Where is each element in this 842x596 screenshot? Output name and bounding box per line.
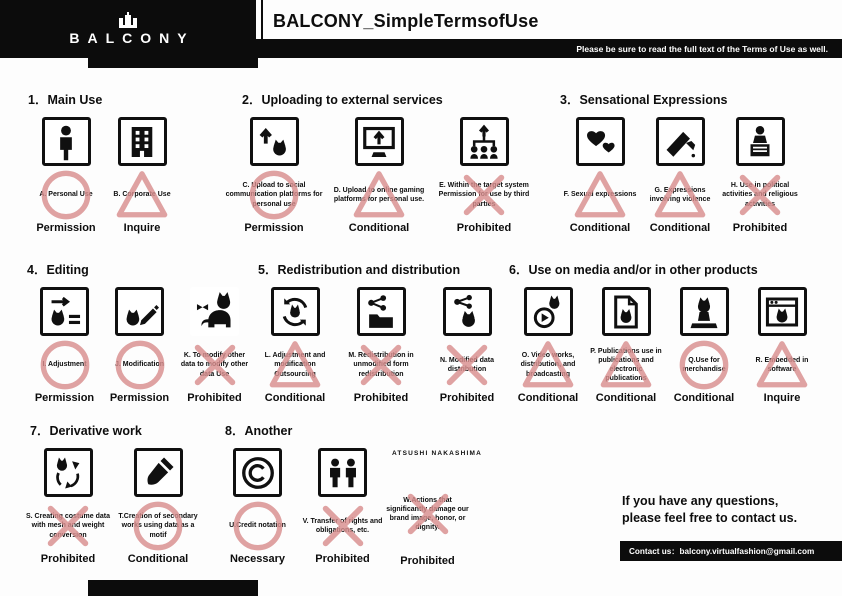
term-item-I <box>27 287 102 404</box>
term-item-label: M. Redistribution in unmodified form redistribution <box>348 352 414 378</box>
third-party-icon <box>460 117 509 166</box>
term-item-A <box>28 117 104 234</box>
section-items <box>560 117 800 234</box>
verdict-label: Conditional <box>569 222 631 234</box>
section-title: 8．Another <box>225 424 293 438</box>
contact-bar <box>620 541 842 561</box>
section-items <box>27 287 252 404</box>
term-item-label: O. Video works, distribution, and broadcasting <box>520 352 576 378</box>
term-item-R <box>743 287 821 404</box>
section-editing <box>27 260 252 404</box>
secondary-work-icon <box>134 448 183 497</box>
credit-notation-icon <box>233 448 282 497</box>
verdict-label: Conditional <box>264 392 326 404</box>
political-activity-icon <box>736 117 785 166</box>
verdict-label: Conditional <box>348 222 410 234</box>
upload-social-icon <box>250 117 299 166</box>
section-uploading-external <box>224 90 534 234</box>
term-item-label: E. Within the target system Permission for use by third parties <box>438 182 530 208</box>
castle-logo-icon <box>115 12 141 29</box>
term-item-N <box>424 287 510 404</box>
video-works-icon <box>524 287 573 336</box>
section-title: 2．Uploading to external services <box>242 93 443 107</box>
verdict-label: Conditional <box>517 392 579 404</box>
section-items <box>215 448 470 567</box>
term-item-F <box>560 117 640 234</box>
term-item-G <box>640 117 720 234</box>
term-item-label: P. Publications use in publications and electronic publications <box>590 347 662 383</box>
questions-line1: If you have any questions, <box>622 494 779 508</box>
term-item-label: R. Embedded in software <box>755 356 809 373</box>
term-item-label: L. Adjustment and modification Outsourcing <box>264 352 326 378</box>
term-item-label: D. Upload to online gaming platforms for personal use. <box>333 186 425 203</box>
term-item-label: C. Upload to social communication platforms for personal use <box>225 182 323 208</box>
costume-data-icon <box>44 448 93 497</box>
term-item-M <box>338 287 424 404</box>
section-items <box>24 448 202 565</box>
brand-name: BALCONY <box>69 30 195 46</box>
title-divider <box>261 0 263 39</box>
rights-transfer-icon <box>318 448 367 497</box>
term-item-K <box>177 287 252 404</box>
term-item-O <box>509 287 587 404</box>
term-item-label: A. Personal Use <box>39 191 93 199</box>
verdict-label: Permission <box>244 222 304 234</box>
questions-line2: please feel free to contact us. <box>622 510 798 525</box>
verdict-label: Permission <box>36 222 96 234</box>
sexual-expression-icon <box>576 117 625 166</box>
term-item-label: F. Sexual expressions <box>563 191 637 199</box>
section-title: 5．Redistribution and distribution <box>258 263 461 277</box>
bottom-strip <box>88 580 258 596</box>
term-item-label: H. Use in political activities and religious activities <box>722 182 798 208</box>
verdict-label: Prohibited <box>40 553 96 565</box>
term-item-label: N. Modified data distribution <box>439 356 495 373</box>
verdict-label: Inquire <box>123 222 161 234</box>
term-item-B <box>104 117 180 234</box>
term-item-J <box>102 287 177 404</box>
merchandise-icon <box>680 287 729 336</box>
term-item-label: T.Creation of secondary works using data as a motif <box>118 513 198 539</box>
section-title: 4．Editing <box>27 263 89 277</box>
page-title: BALCONY_SimpleTermsofUse <box>273 11 539 31</box>
section-items <box>28 117 180 234</box>
modified-distribution-icon <box>443 287 492 336</box>
verdict-label: Conditional <box>673 392 735 404</box>
verdict-label: Prohibited <box>187 392 242 404</box>
term-item-label: V. Transfer of rights and obligations, etc. <box>302 517 383 534</box>
violence-icon <box>656 117 705 166</box>
publication-icon <box>602 287 651 336</box>
term-item-W <box>385 448 470 567</box>
verdict-label: Prohibited <box>456 222 512 234</box>
verdict-label: Conditional <box>649 222 711 234</box>
section-title: 3．Sensational Expressions <box>560 93 728 107</box>
term-item-U <box>215 448 300 565</box>
verdict-label: Conditional <box>595 392 657 404</box>
software-icon <box>758 287 807 336</box>
term-item-label: J. Modification <box>115 361 164 369</box>
term-item-E <box>434 117 534 234</box>
term-item-C <box>224 117 324 234</box>
section-another <box>215 421 470 567</box>
verdict-label: Prohibited <box>315 553 370 565</box>
section-items <box>509 287 821 404</box>
person-icon <box>42 117 91 166</box>
verdict-label: Permission <box>109 392 170 404</box>
section-items <box>224 117 534 234</box>
term-item-S <box>24 448 112 565</box>
upload-gaming-icon <box>355 117 404 166</box>
term-item-label: K. To modify other data to modify other data Use <box>180 352 249 378</box>
verdict-label: Prohibited <box>732 222 788 234</box>
section-media-products <box>509 260 821 404</box>
term-item-label: I. Adjustment <box>42 361 87 369</box>
verdict-label: Necessary <box>229 553 286 565</box>
section-title: 1．Main Use <box>28 93 103 107</box>
term-item-Q <box>665 287 743 404</box>
adjustment-icon <box>40 287 89 336</box>
verdict-label: Prohibited <box>353 392 409 404</box>
term-item-label: B. Corporate Use <box>113 191 171 199</box>
section-title: 7．Derivative work <box>30 424 142 438</box>
term-item-V <box>300 448 385 565</box>
term-item-T <box>114 448 202 565</box>
section-derivative-work <box>24 421 202 565</box>
questions-note <box>622 493 797 527</box>
author-credit: ATSUSHI NAKASHIMA <box>392 450 482 457</box>
term-item-P <box>587 287 665 404</box>
building-icon <box>118 117 167 166</box>
term-item-label: Q.Use for merchandise <box>682 356 726 373</box>
term-item-L <box>252 287 338 404</box>
verdict-label: Inquire <box>763 392 801 404</box>
section-title: 6．Use on media and/or in other products <box>509 263 758 277</box>
contact-email-text: Contact us：balcony.virtualfashion@gmail.com <box>629 546 815 556</box>
verdict-label: Permission <box>34 392 95 404</box>
modify-other-data-icon <box>190 287 239 336</box>
verdict-label: Prohibited <box>400 555 455 567</box>
term-item-label: W.Actions that significantly damage our brand image, honor, or dignity. <box>386 496 469 532</box>
verdict-label: Conditional <box>127 553 189 565</box>
term-item-D <box>329 117 429 234</box>
modification-icon <box>115 287 164 336</box>
section-items <box>252 287 510 404</box>
notice-bar <box>256 39 842 58</box>
term-item-label: U.Credit notation <box>229 522 286 530</box>
header-substrip <box>88 58 258 68</box>
term-item-label: G. Expressions involving violence <box>649 186 711 203</box>
outsourcing-icon <box>271 287 320 336</box>
redistribution-icon <box>357 287 406 336</box>
section-sensational-expressions <box>560 90 800 234</box>
section-redistribution <box>252 260 510 404</box>
verdict-label: Prohibited <box>439 392 495 404</box>
term-item-label: S. Creating costume data with mesh and weight conversion <box>25 513 111 539</box>
term-item-H <box>720 117 800 234</box>
section-main-use <box>28 90 180 234</box>
notice-text: Please be sure to read the full text of the Terms of Use as well. <box>576 43 828 54</box>
brand-header <box>0 0 256 58</box>
